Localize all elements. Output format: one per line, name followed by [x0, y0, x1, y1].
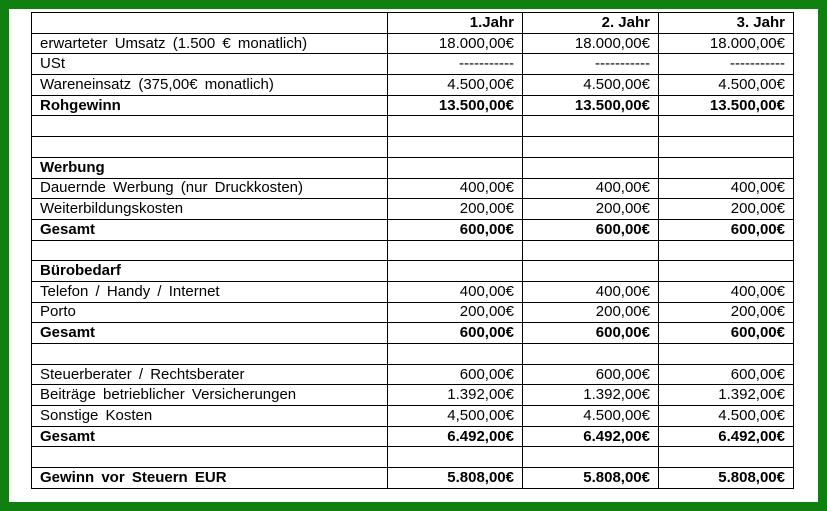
row-label: [32, 344, 388, 365]
table-row: [32, 364, 794, 385]
table-row: [32, 54, 794, 75]
value-year-3: 600,00€: [659, 219, 794, 240]
row-label: Sonstige Kosten: [32, 406, 388, 427]
value-year-1: 4,500,00€: [388, 406, 523, 427]
empty-row: [32, 240, 794, 261]
value-year-3: 200,00€: [659, 199, 794, 220]
value-year-2: -----------: [523, 54, 659, 75]
value-year-2: 600,00€: [523, 364, 659, 385]
value-year-1: [388, 157, 523, 178]
value-year-3: [659, 447, 794, 468]
empty-row: [32, 447, 794, 468]
row-label: USt: [32, 54, 388, 75]
table-row: [32, 33, 794, 54]
value-year-2: [523, 240, 659, 261]
value-year-2: 4.500,00€: [523, 75, 659, 96]
value-year-3: 18.000,00€: [659, 33, 794, 54]
value-year-1: 18.000,00€: [388, 33, 523, 54]
row-label: Porto: [32, 302, 388, 323]
row-label: [32, 447, 388, 468]
value-year-2: 1.392,00€: [523, 385, 659, 406]
table-row: [32, 281, 794, 302]
profit-row: [32, 468, 794, 489]
value-year-2: 400,00€: [523, 281, 659, 302]
total-row: [32, 426, 794, 447]
value-year-3: 6.492,00€: [659, 426, 794, 447]
value-year-1: 400,00€: [388, 281, 523, 302]
value-year-2: 200,00€: [523, 302, 659, 323]
value-year-1: [388, 137, 523, 158]
section-heading-row: [32, 261, 794, 282]
value-year-3: [659, 116, 794, 137]
empty-row: [32, 116, 794, 137]
row-label: Steuerberater / Rechtsberater: [32, 364, 388, 385]
value-year-1: 600,00€: [388, 364, 523, 385]
header-year-1: 1.Jahr: [388, 13, 523, 34]
value-year-1: [388, 447, 523, 468]
value-year-2: [523, 344, 659, 365]
value-year-3: [659, 137, 794, 158]
value-year-3: 13.500,00€: [659, 95, 794, 116]
table-row: [32, 199, 794, 220]
value-year-1: 400,00€: [388, 178, 523, 199]
value-year-3: -----------: [659, 54, 794, 75]
total-row: [32, 323, 794, 344]
value-year-3: 600,00€: [659, 364, 794, 385]
value-year-3: [659, 344, 794, 365]
row-label: Gesamt: [32, 219, 388, 240]
total-row: [32, 95, 794, 116]
row-label: Beiträge betrieblicher Versicherungen: [32, 385, 388, 406]
value-year-2: [523, 157, 659, 178]
value-year-1: 600,00€: [388, 219, 523, 240]
row-label: Gesamt: [32, 426, 388, 447]
value-year-3: 1.392,00€: [659, 385, 794, 406]
empty-row: [32, 137, 794, 158]
value-year-1: 6.492,00€: [388, 426, 523, 447]
section-heading: Bürobedarf: [32, 261, 388, 282]
value-year-3: 600,00€: [659, 323, 794, 344]
value-year-2: [523, 137, 659, 158]
table-row: [32, 302, 794, 323]
value-year-3: 4.500,00€: [659, 406, 794, 427]
header-year-3: 3. Jahr: [659, 13, 794, 34]
value-year-3: 4.500,00€: [659, 75, 794, 96]
value-year-2: [523, 447, 659, 468]
row-label: Dauernde Werbung (nur Druckkosten): [32, 178, 388, 199]
value-year-2: 4.500,00€: [523, 406, 659, 427]
row-label: [32, 116, 388, 137]
value-year-1: [388, 116, 523, 137]
value-year-1: 4.500,00€: [388, 75, 523, 96]
row-label: erwarteter Umsatz (1.500 € monatlich): [32, 33, 388, 54]
value-year-2: [523, 261, 659, 282]
section-heading: Werbung: [32, 157, 388, 178]
row-label: Weiterbildungskosten: [32, 199, 388, 220]
row-label: Wareneinsatz (375,00€ monatlich): [32, 75, 388, 96]
value-year-2: 400,00€: [523, 178, 659, 199]
value-year-1: [388, 240, 523, 261]
value-year-2: 5.808,00€: [523, 468, 659, 489]
row-label: [32, 137, 388, 158]
table-row: [32, 178, 794, 199]
value-year-2: [523, 116, 659, 137]
business-plan-table: [31, 12, 794, 489]
header-year-2: 2. Jahr: [523, 13, 659, 34]
value-year-3: 200,00€: [659, 302, 794, 323]
value-year-2: 18.000,00€: [523, 33, 659, 54]
value-year-1: 200,00€: [388, 302, 523, 323]
row-label: Gesamt: [32, 323, 388, 344]
row-label: Rohgewinn: [32, 95, 388, 116]
value-year-1: -----------: [388, 54, 523, 75]
value-year-3: 400,00€: [659, 178, 794, 199]
value-year-2: 600,00€: [523, 219, 659, 240]
value-year-1: 13.500,00€: [388, 95, 523, 116]
value-year-2: 600,00€: [523, 323, 659, 344]
value-year-1: [388, 261, 523, 282]
value-year-1: 200,00€: [388, 199, 523, 220]
empty-row: [32, 344, 794, 365]
value-year-3: [659, 157, 794, 178]
table-row: [32, 406, 794, 427]
header-label-cell: [32, 13, 388, 34]
value-year-1: 5.808,00€: [388, 468, 523, 489]
table-row: [32, 75, 794, 96]
value-year-1: [388, 344, 523, 365]
total-row: [32, 219, 794, 240]
value-year-2: 200,00€: [523, 199, 659, 220]
header-row: [32, 13, 794, 34]
value-year-3: 5.808,00€: [659, 468, 794, 489]
row-label: Gewinn vor Steuern EUR: [32, 468, 388, 489]
row-label: Telefon / Handy / Internet: [32, 281, 388, 302]
value-year-3: [659, 261, 794, 282]
value-year-2: 13.500,00€: [523, 95, 659, 116]
table-row: [32, 385, 794, 406]
value-year-1: 600,00€: [388, 323, 523, 344]
row-label: [32, 240, 388, 261]
value-year-3: [659, 240, 794, 261]
value-year-2: 6.492,00€: [523, 426, 659, 447]
section-heading-row: [32, 157, 794, 178]
value-year-1: 1.392,00€: [388, 385, 523, 406]
value-year-3: 400,00€: [659, 281, 794, 302]
